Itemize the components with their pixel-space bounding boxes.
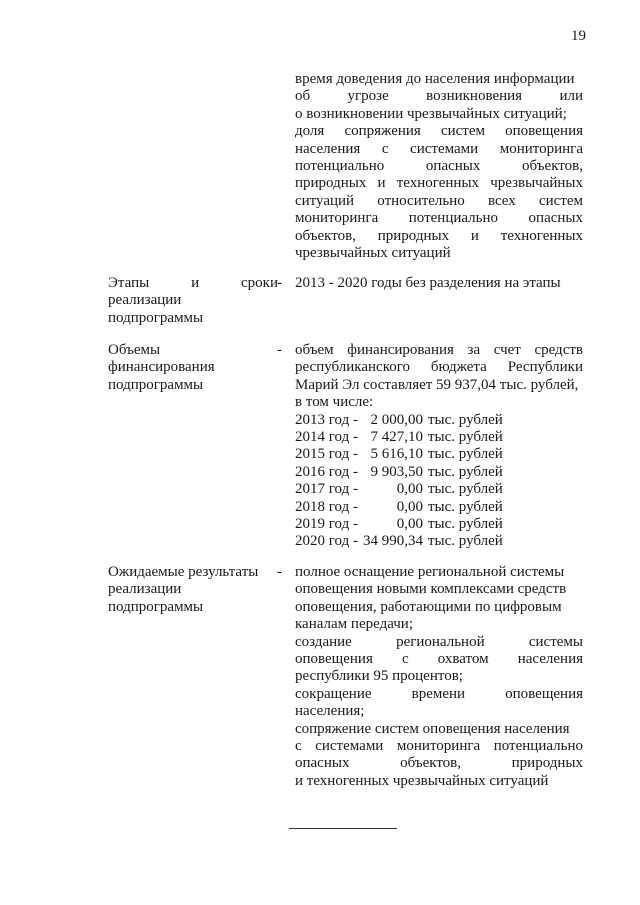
- funding-year-amount: 7 427,10: [370, 429, 423, 446]
- text-line: время доведения до населения информации: [295, 71, 575, 87]
- text-line: Этапы и сроки: [108, 275, 278, 291]
- funding-year-row: [295, 481, 583, 498]
- text-line: полное оснащение региональной системы: [295, 564, 565, 580]
- text-line: Ожидаемые результаты: [108, 564, 259, 580]
- funding-year-row: [295, 429, 583, 446]
- text-line: мониторинга потенциально опасных: [295, 210, 583, 227]
- funding-year-unit: тыс. рублей: [428, 463, 503, 480]
- funding-year-label: 2016 год -: [295, 463, 358, 480]
- text-line: Марий Эл составляет 59 937,04 тыс. рублей,: [295, 376, 579, 393]
- text-line: потенциально опасных объектов,: [295, 158, 583, 175]
- funding-years-list: [295, 412, 583, 551]
- goals-indicators-block: [295, 71, 583, 262]
- funding-year-row: [295, 446, 583, 463]
- text-line: сокращение времени оповещения: [295, 685, 583, 702]
- funding-year-amount: 0,00: [396, 481, 423, 498]
- text-line: оповещения с охватом населения: [295, 651, 583, 668]
- results-label: [108, 564, 278, 616]
- results-value: [295, 564, 583, 790]
- text-line: населения с системами мониторинга: [295, 140, 583, 157]
- funding-year-label: 2013 год -: [295, 411, 358, 428]
- text-line: сопряжение систем оповещения населения: [295, 720, 570, 737]
- text-line: реализации: [108, 581, 182, 598]
- footer-rule: [289, 828, 397, 829]
- funding-label: [108, 342, 278, 394]
- funding-year-amount: 9 903,50: [370, 463, 423, 480]
- results-dash: -: [277, 564, 282, 580]
- funding-value: [295, 342, 583, 551]
- funding-year-label: 2018 год -: [295, 498, 358, 515]
- funding-year-row: [295, 516, 583, 533]
- text-line: с системами мониторинга потенциально: [295, 738, 583, 755]
- stages-dash: -: [277, 275, 282, 291]
- stages-value: [295, 275, 583, 292]
- funding-year-unit: тыс. рублей: [428, 446, 503, 463]
- text-line: оповещения новыми комплексами средств: [295, 581, 567, 598]
- text-line: о возникновении чрезвычайных ситуаций;: [295, 105, 567, 122]
- stages-value-text: 2013 - 2020 годы без разделения на этапы: [295, 275, 561, 291]
- funding-year-amount: 34 990,34: [363, 533, 423, 550]
- text-line: населения;: [295, 703, 365, 720]
- text-line: республики 95 процентов;: [295, 668, 463, 685]
- funding-year-unit: тыс. рублей: [428, 533, 503, 550]
- funding-year-unit: тыс. рублей: [428, 411, 503, 428]
- funding-year-amount: 0,00: [396, 498, 423, 515]
- funding-year-amount: 5 616,10: [370, 446, 423, 463]
- text-line: подпрограммы: [108, 376, 204, 393]
- funding-year-amount: 0,00: [396, 516, 423, 533]
- funding-year-row: [295, 464, 583, 481]
- funding-year-label: 2020 год -: [295, 533, 358, 550]
- text-line: каналам передачи;: [295, 616, 413, 633]
- text-line: финансирования: [108, 359, 215, 376]
- funding-year-label: 2014 год -: [295, 429, 358, 446]
- funding-year-label: 2017 год -: [295, 481, 358, 498]
- text-line: объем финансирования за счет средств: [295, 342, 583, 358]
- funding-year-row: [295, 533, 583, 550]
- text-line: подпрограммы: [108, 598, 204, 615]
- funding-intro: [295, 342, 583, 412]
- funding-year-label: 2015 год -: [295, 446, 358, 463]
- funding-year-unit: тыс. рублей: [428, 516, 503, 533]
- page-number: 19: [571, 28, 586, 44]
- text-line: доля сопряжения систем оповещения: [295, 123, 583, 140]
- funding-year-row: [295, 412, 583, 429]
- text-line: ситуаций относительно всех систем: [295, 192, 583, 209]
- funding-year-unit: тыс. рублей: [428, 429, 503, 446]
- funding-year-label: 2019 год -: [295, 516, 358, 533]
- text-line: и техногенных чрезвычайных ситуаций: [295, 772, 549, 789]
- text-line: создание региональной системы: [295, 633, 583, 650]
- text-line: реализации: [108, 292, 182, 309]
- funding-year-row: [295, 499, 583, 516]
- text-line: чрезвычайных ситуаций: [295, 245, 451, 262]
- text-line: Объемы: [108, 342, 161, 358]
- text-line: республиканского бюджета Республики: [295, 359, 583, 376]
- funding-year-unit: тыс. рублей: [428, 498, 503, 515]
- text-line: подпрограммы: [108, 309, 204, 326]
- text-line: оповещения, работающими по цифровым: [295, 598, 562, 615]
- funding-year-unit: тыс. рублей: [428, 481, 503, 498]
- text-line: об угрозе возникновения или: [295, 88, 583, 105]
- funding-year-amount: 2 000,00: [370, 411, 423, 428]
- text-line: объектов, природных и техногенных: [295, 227, 583, 244]
- stages-label: [108, 275, 278, 327]
- text-line: опасных объектов, природных: [295, 755, 583, 772]
- text-line: природных и техногенных чрезвычайных: [295, 175, 583, 192]
- funding-dash: -: [277, 342, 282, 358]
- text-line: в том числе:: [295, 394, 374, 411]
